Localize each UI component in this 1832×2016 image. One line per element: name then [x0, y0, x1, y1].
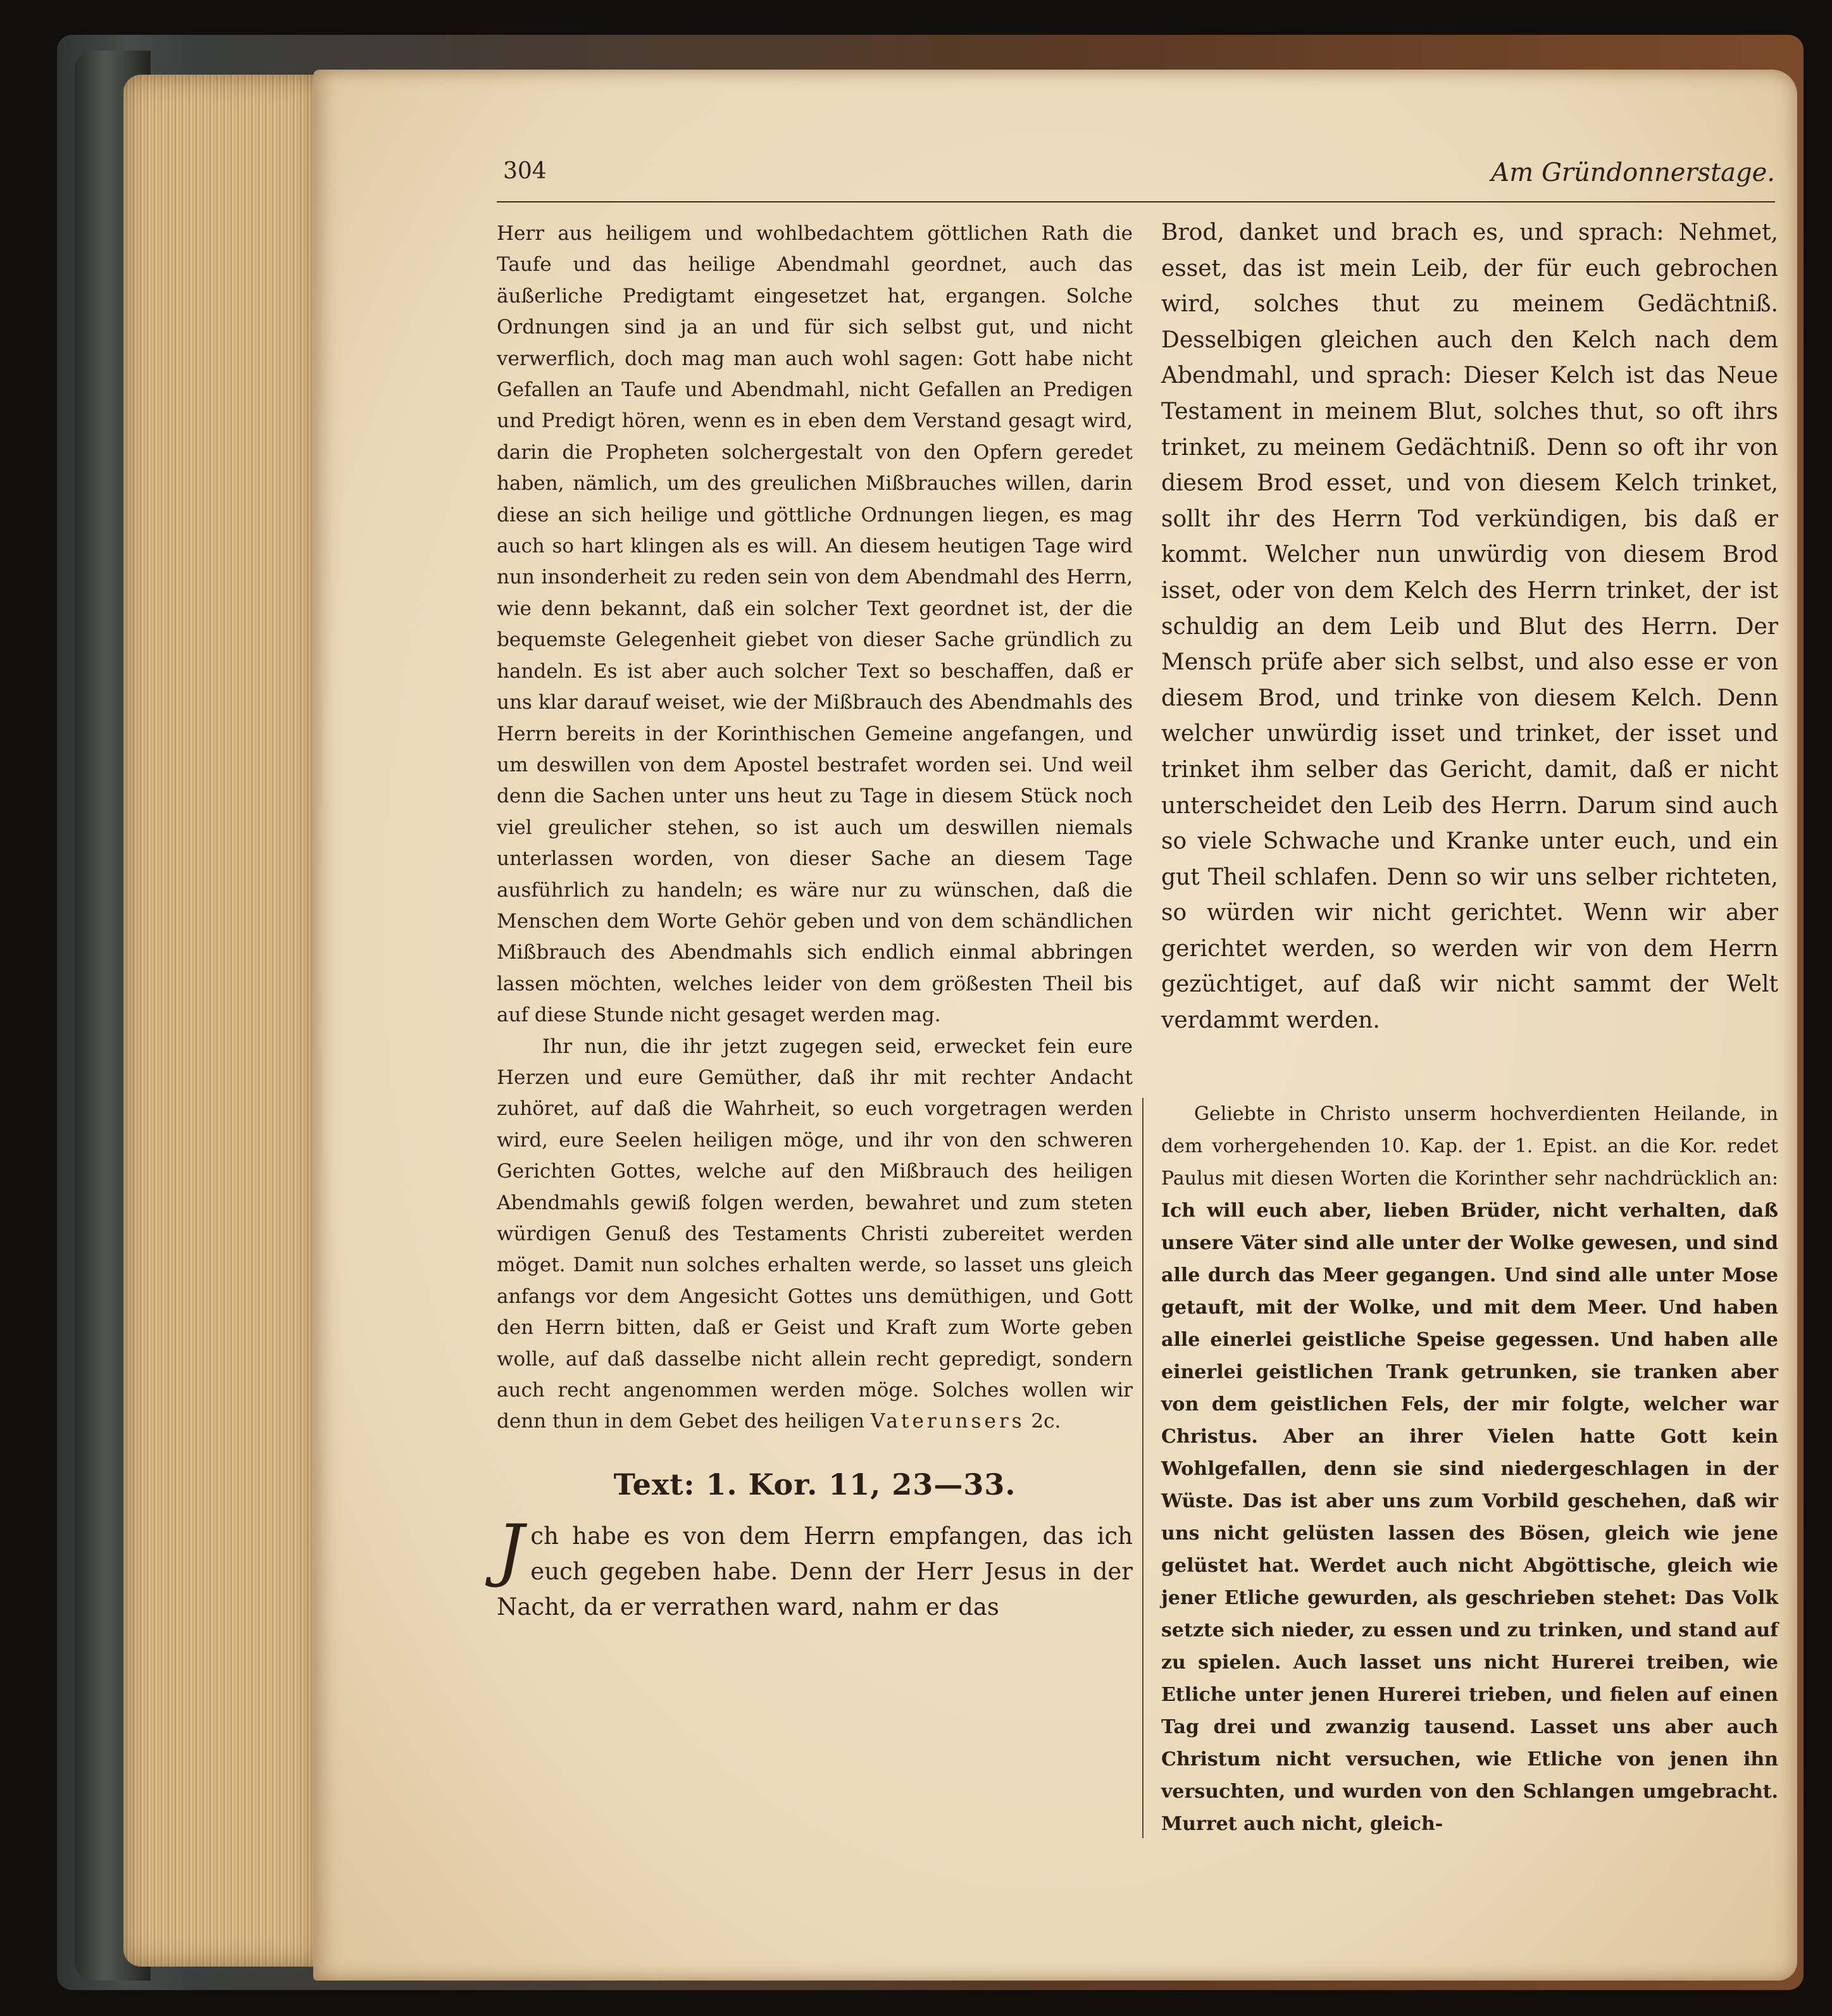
right-column-scripture — [1161, 215, 1778, 1039]
sermon-intro — [1161, 1098, 1778, 1840]
page-header — [503, 158, 1775, 196]
sermon-intro-text: Geliebte in Christo unserm hochverdienten Heilande, in dem vorhergehenden 10. Kap. der 1. Epist. an die Kor. redet Paulus mit diesen Worten die Korinther sehr nachdrücklich an: — [1161, 1103, 1778, 1190]
page-number: 304 — [503, 158, 547, 184]
scripture-text-start: ch habe es von dem Herrn empfangen, das ich euch gegeben habe. Denn der Herr Jesus in der Nacht, da er verrathen ward, nahm er das — [497, 1522, 1133, 1621]
sermon-paragraph-1: Herr aus heiligem und wohlbedachtem göttlichen Rath die Taufe und das heilige Abendmahl geordnet, auch das äußerliche Predigtamt eingesetzet hat, ergangen. Solche Ordnungen sind ja an und für sich selbst gut, und nicht verwerflich, doch mag man auch wohl sagen: Gott habe nicht Gefallen an Taufe und Abendmahl, nicht Gefallen an Predigen und Predigt hören, wenn es in eben dem Verstand gesagt wird, darin die Propheten solchergestalt von den Opfern geredet haben, nämlich, um des greulichen Mißbrauches willen, darin diese an sich heilige und göttliche Ordnungen liegen, es mag auch so hart klingen als es will. An diesem heutigen Tage wird nun insonderheit zu reden sein von dem Abendmahl des Herrn, wie denn bekannt, daß ein solcher Text geordnet ist, der die bequemste Gelegenheit giebet von dieser Sache gründlich zu handeln. Es ist aber auch solcher Text so beschaffen, daß er uns klar darauf weiset, wie der Mißbrauch des Abendmahls des Herrn bereits in der Korinthischen Gemeine angefangen, und um deswillen von dem Apostel bestrafet worden sei. Und weil denn die Sachen unter uns heut zu Tage in diesem Stück noch viel greulicher stehen, so ist auch um deswillen niemals unterlassen worden, von dieser Sache an diesem Tage ausführlich zu handeln; es wäre nur zu wünschen, daß die Menschen dem Worte Gehör geben und von dem schändlichen Mißbrauch des Abendmahls sich endlich einmal abbringen lassen möchten, welches leider von dem größesten Theil bis auf diese Stunde nicht gesaget werden mag. — [497, 222, 1133, 1027]
scripture-text — [497, 1510, 1133, 1625]
page-stack-edge — [123, 75, 320, 1967]
etc-abbreviation: 2c. — [1031, 1410, 1061, 1433]
header-rule — [497, 201, 1775, 202]
bold-quotation: Ich will euch aber, lieben Brüder, nicht verhalten, daß unsere Väter sind alle unter der Wolke gewesen, und sind alle durch das Meer gegangen. Und sind alle unter Mose getauft, mit der Wolke, und mit dem Meer. Und haben alle einerlei geistliche Speise gegessen. Und haben alle einerlei geistlichen Trank getrunken, sie tranken aber von dem geistlichen Fels, der mir folgte, welcher war Christus. Aber an ihrer Vielen hatte Gott kein Wohlgefallen, denn sie sind niedergeschlagen in der Wüste. Das ist aber uns zum Vorbild geschehen, daß wir uns nicht gelüsten lassen des Bösen, gleich wie jene gelüstet hat. Werdet auch nicht Abgöttische, gleich wie jener Etliche gewurden, als geschrieben stehet: Das Volk setzte sich nieder, zu essen und zu trinken, und stand auf zu spielen. Auch lasset uns nicht Hurerei treiben, wie Etliche unter jenen Hurerei trieben, und fielen auf einen Tag drei und zwanzig tausend. Lasset uns aber auch Christum nicht versuchen, wie Etliche von jenen ihn versuchten, und wurden von den Schlangen umgebracht. Murret auch nicht, gleich- — [1161, 1200, 1778, 1835]
left-column — [497, 218, 1133, 1625]
running-head: Am Gründonnerstage. — [1491, 158, 1775, 187]
drop-cap: J — [497, 1510, 525, 1590]
scripture-continued: Brod, danket und brach es, und sprach: Nehmet, esset, das ist mein Leib, der für euch gebrochen wird, solches thut zu meinem Gedächtniß. Desselbigen gleichen auch den Kelch nach dem Abendmahl, und sprach: Dieser Kelch ist das Neue Testament in meinem Blut, solches thut, so oft ihrs trinket, zu meinem Gedächtniß. Denn so oft ihr von diesem Brod esset, und von diesem Kelch trinket, sollt ihr des Herrn Tod verkündigen, bis daß er kommt. Welcher nun unwürdig von diesem Brod isset, oder von dem Kelch des Herrn trinket, der ist schuldig an dem Leib und Blut des Herrn. Der Mensch prüfe aber sich selbst, und also esse er von diesem Brod, und trinke von diesem Kelch. Denn welcher unwürdig isset und trinket, der isset und trinket ihm selber das Gericht, damit, daß er nicht unterscheidet den Leib des Herrn. Darum sind auch so viele Schwache und Kranke unter euch, und ein gut Theil schlafen. Denn so wir uns selber richteten, so würden wir nicht gerichtet. Wenn wir aber gerichtet werden, so werden wir von dem Herrn gezüchtiget, auf daß wir nicht sammt der Welt verdammt werden. — [1161, 220, 1778, 1034]
column-divider — [1142, 1098, 1143, 1838]
prayer-name: Vaterunsers — [871, 1410, 1025, 1433]
sermon-paragraph-2-main: Ihr nun, die ihr jetzt zugegen seid, erwecket fein eure Herzen und eure Gemüther, daß ihr mit rechter Andacht zuhöret, auf daß die Wahrheit, so euch vorgetragen werden wird, eure Seelen heiligen möge, und ihr von den schweren Gerichten Gottes, welche auf den Mißbrauch des heiligen Abendmahls gewiß folgen werden, bewahret und zum steten würdigen Genuß des Testaments Christi zubereitet werden möget. Damit nun solches erhalten werde, so lasset uns gleich anfangs vor dem Angesicht Gottes uns demüthigen, und Gott den Herrn bitten, daß er Geist und Kraft zum Worte geben wolle, auf daß dasselbe nicht allein recht gepredigt, sondern auch recht angenommen werden möge. Solches wollen wir denn thun in dem Gebet des heiligen — [497, 1035, 1133, 1433]
sermon-paragraph-2 — [497, 1031, 1133, 1438]
text-heading: Text: 1. Kor. 11, 23—33. — [613, 1467, 1016, 1502]
right-column-sermon — [1161, 1098, 1778, 1840]
